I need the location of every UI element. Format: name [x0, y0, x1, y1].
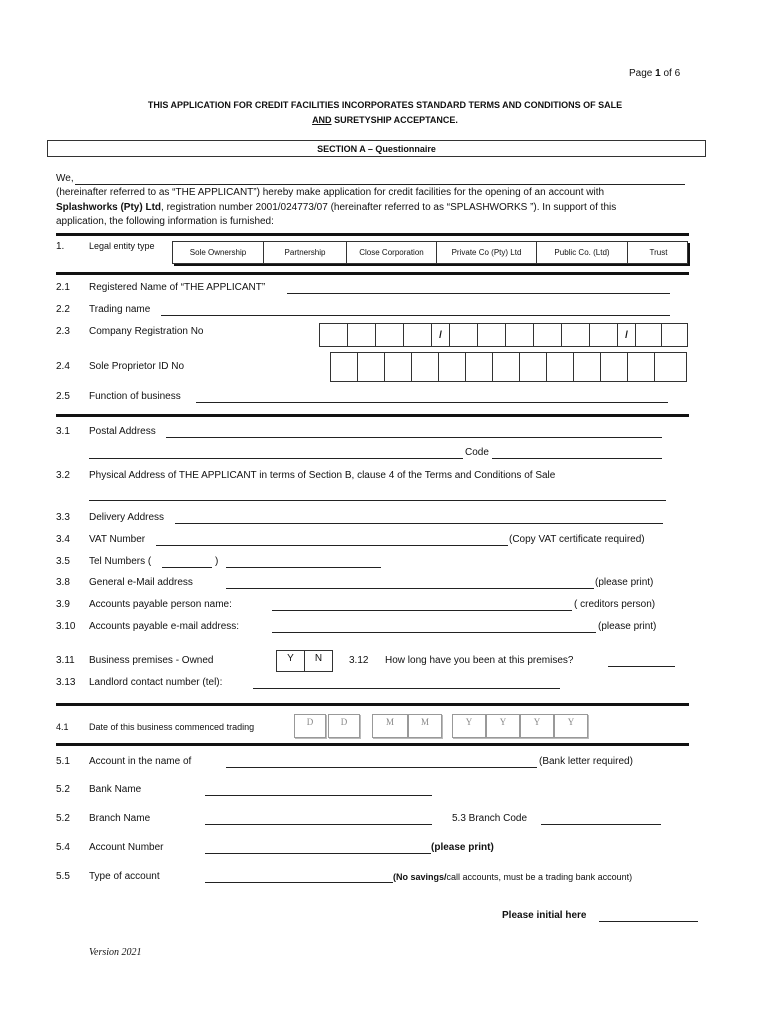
- q5-1-number: 5.1: [56, 756, 70, 767]
- reg-cell[interactable]: [505, 323, 534, 347]
- q5-2b-number: 5.2: [56, 813, 70, 824]
- account-type-field[interactable]: [205, 882, 393, 883]
- ap-email-field[interactable]: [272, 632, 596, 633]
- date-cell-month[interactable]: M: [408, 714, 442, 738]
- postal-code-field[interactable]: [492, 458, 662, 459]
- q4-1-label: Date of this business commenced trading: [89, 722, 255, 732]
- reg-cell[interactable]: [533, 323, 562, 347]
- delivery-address-field[interactable]: [175, 523, 663, 524]
- reg-cell[interactable]: [347, 323, 376, 347]
- landlord-contact-field[interactable]: [253, 688, 560, 689]
- q4-1-number: 4.1: [56, 722, 69, 732]
- section-divider: [56, 703, 689, 706]
- reg-cell[interactable]: [661, 323, 688, 347]
- page-of: of: [663, 68, 672, 79]
- option-sole-ownership[interactable]: Sole Ownership: [173, 242, 264, 263]
- intro-line1: (hereinafter referred to as “THE APPLICANT”) hereby make application for credit facilities for the opening of an account with: [56, 187, 605, 198]
- page-current: 1: [655, 68, 661, 79]
- id-cell[interactable]: [546, 352, 574, 382]
- applicant-name-line[interactable]: [75, 184, 685, 185]
- intro-line3: application, the following information is furnished:: [56, 216, 274, 227]
- q5-2-label: Bank Name: [89, 784, 142, 795]
- q3-10-number: 3.10: [56, 621, 76, 632]
- id-cell[interactable]: [438, 352, 466, 382]
- option-private-co[interactable]: Private Co (Pty) Ltd: [437, 242, 537, 263]
- id-cell[interactable]: [519, 352, 547, 382]
- premises-owned-yes[interactable]: Y: [276, 650, 305, 672]
- date-cell-year[interactable]: Y: [520, 714, 554, 738]
- account-holder-field[interactable]: [226, 767, 537, 768]
- reg-cell[interactable]: [319, 323, 348, 347]
- q3-3-number: 3.3: [56, 512, 70, 523]
- q3-5-number: 3.5: [56, 556, 70, 567]
- q3-4-label: VAT Number: [89, 534, 146, 545]
- id-cell[interactable]: [654, 352, 687, 382]
- version-label: Version 2021: [89, 947, 142, 958]
- q1-label: Legal entity type: [89, 241, 155, 251]
- id-cell[interactable]: [492, 352, 520, 382]
- option-trust[interactable]: Trust: [649, 248, 668, 257]
- q2-2-number: 2.2: [56, 304, 70, 315]
- document-subtitle: [0, 115, 770, 125]
- q3-2-label: Physical Address of THE APPLICANT in terms of Section B, clause 4 of the Terms and Conditions of Sale: [89, 470, 556, 481]
- page-number: [629, 68, 680, 79]
- registered-name-field[interactable]: [287, 293, 670, 294]
- email-note: (please print): [595, 577, 654, 588]
- q3-4-number: 3.4: [56, 534, 70, 545]
- section-divider: [56, 414, 689, 417]
- q3-9-label: Accounts payable person name:: [89, 599, 232, 610]
- vat-number-field[interactable]: [156, 545, 508, 546]
- date-cell-year[interactable]: Y: [486, 714, 520, 738]
- q3-1-label: Postal Address: [89, 426, 156, 437]
- q3-13-label: Landlord contact number (tel):: [89, 677, 223, 688]
- account-type-note: [393, 872, 632, 882]
- account-number-note: (please print): [431, 842, 494, 853]
- account-type-note-rest: call accounts, must be a trading bank account): [446, 872, 633, 882]
- reg-cell[interactable]: [561, 323, 590, 347]
- tel-area-code-field[interactable]: [162, 567, 212, 568]
- q2-5-number: 2.5: [56, 391, 70, 402]
- page-total: 6: [674, 68, 681, 79]
- q3-9-number: 3.9: [56, 599, 70, 610]
- reg-cell[interactable]: [635, 323, 662, 347]
- id-cell[interactable]: [411, 352, 439, 382]
- q5-1-label: Account in the name of: [89, 756, 192, 767]
- q5-4-number: 5.4: [56, 842, 70, 853]
- date-cell-year[interactable]: Y: [452, 714, 486, 738]
- reg-cell[interactable]: [589, 323, 618, 347]
- q5-5-number: 5.5: [56, 871, 70, 882]
- branch-code-label: 5.3 Branch Code: [452, 813, 528, 824]
- q3-10-label: Accounts payable e-mail address:: [89, 621, 240, 632]
- intro-line2-rest: , registration number 2001/024773/07 (hereinafter referred to as “SPLASHWORKS ”). In support of this: [161, 202, 617, 213]
- section-a-header: SECTION A – Questionnaire: [47, 140, 706, 157]
- q2-3-number: 2.3: [56, 326, 70, 337]
- trading-name-field[interactable]: [161, 315, 670, 316]
- q2-3-label: Company Registration No: [89, 326, 204, 337]
- subtitle-and: AND: [312, 115, 332, 125]
- id-cell[interactable]: [330, 352, 358, 382]
- q3-2-number: 3.2: [56, 470, 70, 481]
- premises-owned-no[interactable]: N: [304, 650, 333, 672]
- company-name: Splashworks (Pty) Ltd: [56, 202, 162, 213]
- branch-name-field[interactable]: [205, 824, 432, 825]
- ap-person-field[interactable]: [272, 610, 572, 611]
- branch-code-field[interactable]: [541, 824, 661, 825]
- physical-address-field[interactable]: [89, 500, 666, 501]
- document-title: THIS APPLICATION FOR CREDIT FACILITIES INCORPORATES STANDARD TERMS AND CONDITIONS OF SALE: [147, 100, 623, 110]
- q5-2b-label: Branch Name: [89, 813, 151, 824]
- q1-number: 1.: [56, 241, 65, 252]
- tel-close-paren: ): [215, 556, 219, 567]
- q5-2-number: 5.2: [56, 784, 70, 795]
- id-cell[interactable]: [384, 352, 412, 382]
- bank-letter-note: (Bank letter required): [539, 756, 633, 767]
- reg-cell[interactable]: [449, 323, 478, 347]
- bank-name-field[interactable]: [205, 795, 432, 796]
- q2-1-number: 2.1: [56, 282, 70, 293]
- section-divider: [56, 233, 689, 236]
- option-close-corporation[interactable]: Close Corporation: [347, 242, 437, 263]
- q3-13-number: 3.13: [56, 677, 76, 688]
- reg-cell[interactable]: [403, 323, 432, 347]
- q2-2-label: Trading name: [89, 304, 151, 315]
- function-of-business-field[interactable]: [196, 402, 668, 403]
- intro-we: We,: [56, 173, 74, 184]
- date-cell-day[interactable]: D: [294, 714, 326, 738]
- reg-slash: /: [431, 323, 450, 347]
- section-divider: [56, 272, 689, 275]
- q3-8-number: 3.8: [56, 577, 70, 588]
- reg-slash: /: [617, 323, 636, 347]
- initial-label: Please initial here: [502, 910, 587, 921]
- tel-number-field[interactable]: [226, 567, 381, 568]
- premises-duration-field[interactable]: [608, 666, 675, 667]
- q2-5-label: Function of business: [89, 391, 181, 402]
- q3-8-label: General e-Mail address: [89, 577, 193, 588]
- id-cell[interactable]: [600, 352, 628, 382]
- id-cell[interactable]: [627, 352, 655, 382]
- general-email-field[interactable]: [226, 588, 594, 589]
- date-cell-month[interactable]: M: [372, 714, 408, 738]
- q3-12-label: How long have you been at this premises?: [385, 655, 574, 666]
- id-cell[interactable]: [357, 352, 385, 382]
- postal-address-field[interactable]: [166, 437, 662, 438]
- q5-4-label: Account Number: [89, 842, 164, 853]
- vat-note: (Copy VAT certificate required): [509, 534, 645, 545]
- id-cell[interactable]: [465, 352, 493, 382]
- reg-cell[interactable]: [477, 323, 506, 347]
- q3-11-number: 3.11: [56, 655, 75, 666]
- q2-4-number: 2.4: [56, 361, 70, 372]
- ap-person-note: ( creditors person): [574, 599, 656, 610]
- option-partnership[interactable]: Partnership: [264, 242, 347, 263]
- initial-field[interactable]: [599, 921, 698, 922]
- q3-1-number: 3.1: [56, 426, 70, 437]
- intro-line2: [56, 202, 616, 213]
- ap-email-note: (please print): [598, 621, 657, 632]
- option-public-co[interactable]: Public Co. (Ltd): [537, 242, 628, 263]
- q2-1-label: Registered Name of “THE APPLICANT”: [89, 282, 266, 293]
- q3-5-label: Tel Numbers (: [89, 556, 152, 567]
- postal-address-field-2[interactable]: [89, 458, 463, 459]
- q2-4-label: Sole Proprietor ID No: [89, 361, 185, 372]
- id-cell[interactable]: [573, 352, 601, 382]
- q3-3-label: Delivery Address: [89, 512, 165, 523]
- reg-cell[interactable]: [375, 323, 404, 347]
- page-prefix: Page: [629, 68, 653, 79]
- q3-11-label: Business premises - Owned: [89, 655, 214, 666]
- account-type-note-bold: (No savings/: [393, 872, 447, 882]
- date-cell-year[interactable]: Y: [554, 714, 588, 738]
- date-cell-day[interactable]: D: [328, 714, 360, 738]
- section-divider: [56, 743, 689, 746]
- q5-5-label: Type of account: [89, 871, 160, 882]
- postal-code-label: Code: [465, 447, 489, 458]
- subtitle-rest: SURETYSHIP ACCEPTANCE.: [334, 115, 458, 125]
- q3-12-number: 3.12: [349, 655, 369, 666]
- legal-entity-options: [172, 241, 688, 264]
- account-number-field[interactable]: [205, 853, 431, 854]
